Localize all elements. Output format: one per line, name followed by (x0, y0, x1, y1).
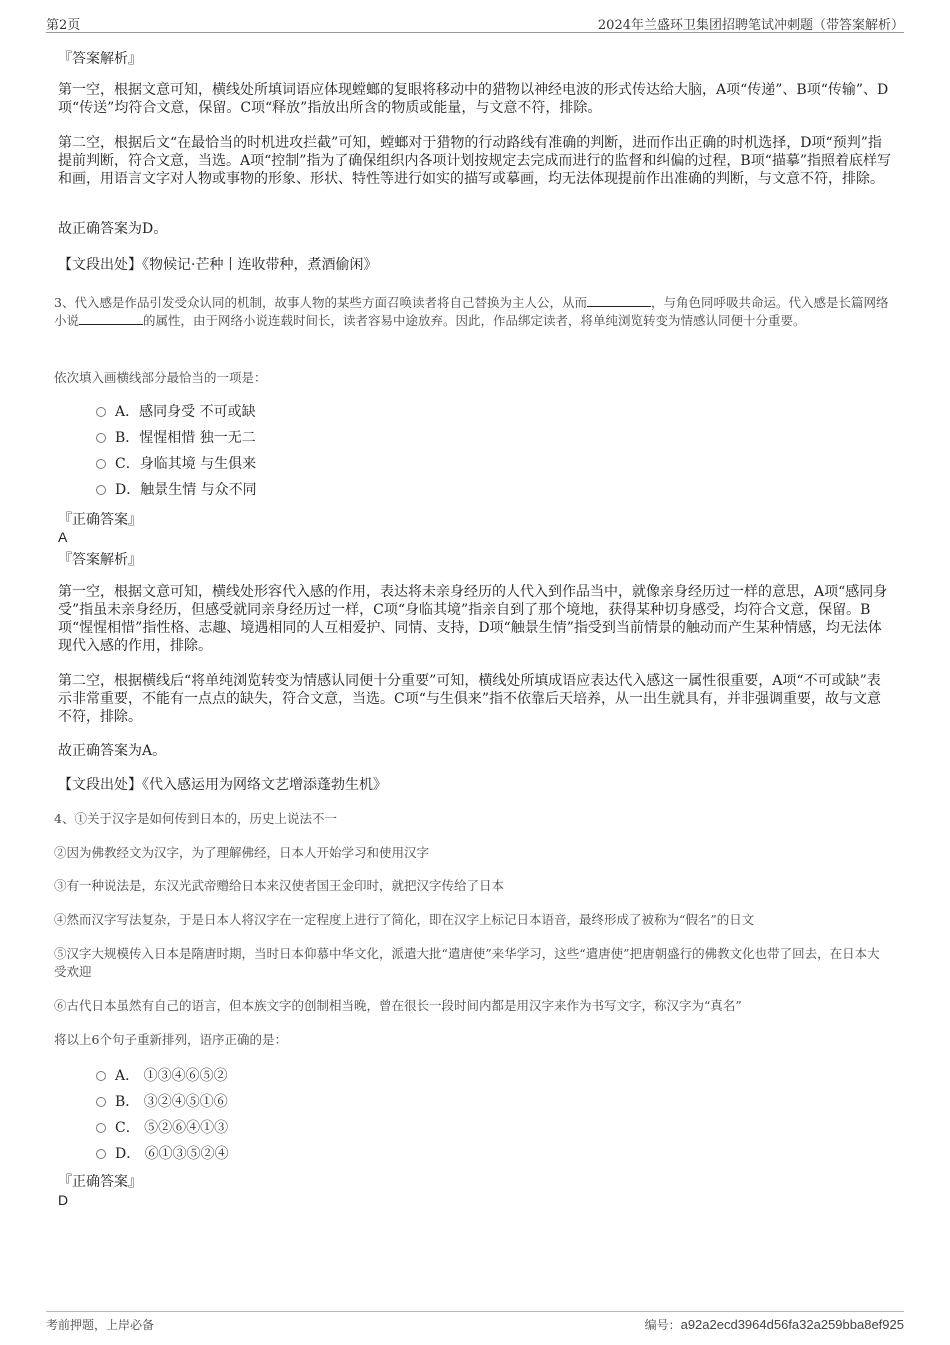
option-d[interactable]: D． ⑥①③⑤②④ (96, 1145, 229, 1163)
radio-icon[interactable] (96, 1097, 106, 1107)
option-c[interactable]: C．身临其境 与生俱来 (96, 455, 256, 473)
question-prompt: 依次填入画横线部分最恰当的一项是： (54, 370, 267, 385)
correct-answer: D (58, 1192, 69, 1208)
page-number: 第2页 (46, 18, 81, 33)
sentence-item: 4、①关于汉字是如何传到日本的，历史上说法不一 (54, 811, 337, 826)
sentence-item: ②因为佛教经文为汉字，为了理解佛经，日本人开始学习和使用汉字 (54, 845, 430, 860)
option-d[interactable]: D．触景生情 与众不同 (96, 481, 257, 499)
document-title: 2024年兰盛环卫集团招聘笔试冲刺题（带答案解析） (597, 18, 904, 33)
document-code: 编号：a92a2ecd3964d56fa32a259bba8ef925 (644, 1317, 904, 1332)
analysis-paragraph: 第二空，根据后文“在最恰当的时机进攻拦截”可知，螳螂对于猎物的行动路线有准确的判断，进而作出正确的时机选择，D项“预判”指提前判断，符合文意，当选。A项“控制”指为了确保组织内各项计划按规定去完成而进行的监督和纠偏的过程，B项“描摹”指照着底样写和画，用语言文字对人物或事物的形象、形状、特性等进行如实的描写或摹画，均无法体现提前作出准确的判断，与文意不符，排除。 (58, 135, 892, 187)
sentence-item: ⑥古代日本虽然有自己的语言，但本族文字的创制相当晚，曾在很长一段时间内都是用汉字来作为书写文字，称汉字为“真名” (54, 998, 742, 1013)
sentence-item: ⑤汉字大规模传入日本是隋唐时期，当时日本仰慕中华文化，派遣大批“遣唐使”来华学习，这些“遣唐使”把唐朝盛行的佛教文化也带了回去，在日本大受欢迎 (54, 946, 880, 979)
correct-answer-label: 『正确答案』 (58, 512, 142, 528)
option-a[interactable]: A． ①③④⑥⑤② (96, 1067, 228, 1085)
radio-icon[interactable] (96, 459, 106, 469)
radio-icon[interactable] (96, 1071, 106, 1081)
sentence-item: ③有一种说法是，东汉光武帝赠给日本来汉使者国王金印时，就把汉字传给了日本 (54, 878, 505, 893)
option-b[interactable]: B． ③②④⑤①⑥ (96, 1093, 228, 1111)
correct-answer: A (58, 529, 68, 545)
option-b[interactable]: B．惺惺相惜 独一无二 (96, 429, 256, 447)
radio-icon[interactable] (96, 433, 106, 443)
correct-answer-label: 『正确答案』 (58, 1174, 142, 1190)
analysis-label: 『答案解析』 (58, 51, 142, 67)
source-citation: 【文段出处】《代入感运用为网络文艺增添蓬勃生机》 (58, 777, 387, 793)
analysis-paragraph: 第二空，根据横线后“将单纯浏览转变为情感认同便十分重要”可知，横线处所填成语应表达代入感这一属性很重要，A项“不可或缺”表示非常重要，不能有一点点的缺失，符合文意，当选。C项“与生俱来”指不依靠后天培养，从一出生就具有，并非强调重要，故与文意不符，排除。 (58, 673, 882, 725)
radio-icon[interactable] (96, 407, 106, 417)
fill-blank (587, 294, 651, 307)
option-a[interactable]: A．感同身受 不可或缺 (96, 403, 256, 421)
footer-slogan: 考前押题，上岸必备 (46, 1318, 155, 1332)
conclusion: 故正确答案为A。 (58, 743, 167, 759)
radio-icon[interactable] (96, 1149, 106, 1159)
page-header (46, 12, 904, 33)
conclusion: 故正确答案为D。 (58, 221, 168, 237)
question-stem: 3、代入感是作品引发受众认同的机制，故事人物的某些方面召唤读者将自己替换为主人公，从而 ，与角色同呼吸共命运。代入感是长篇网络小说 的属性，由于网络小说连载时间长，读者容易中途放弃。因此，作品绑定读者，将单纯浏览转变为情感认同便十分重要。 (54, 295, 889, 328)
analysis-paragraph: 第一空，根据文意可知，横线处形容代入感的作用，表达将未亲身经历的人代入到作品当中，就像亲身经历过一样的意思，A项“感同身受”指虽未亲身经历，但感受就同亲身经历过一样，C项“身临其境”指亲自到了那个境地，获得某种切身感受，均符合文意，保留。B项“惺惺相惜”指性格、志趣、境遇相同的人互相爱护、同情、支持，D项“触景生情”指受到当前情景的触动而产生某种情感，均无法体现代入感的作用，排除。 (58, 584, 888, 654)
page-footer (46, 1311, 904, 1334)
analysis-paragraph: 第一空，根据文意可知，横线处所填词语应体现螳螂的复眼将移动中的猎物以神经电波的形式传达给大脑，A项“传递”、B项“传输”、D项“传送”均符合文意，保留。C项“释放”指放出所含的物质或能量，与文意不符，排除。 (58, 82, 889, 116)
radio-icon[interactable] (96, 485, 106, 495)
question-prompt: 将以上6个句子重新排列，语序正确的是： (54, 1032, 287, 1047)
source-citation: 【文段出处】《物候记·芒种丨连收带种，煮酒偷闲》 (58, 257, 378, 273)
option-c[interactable]: C． ⑤②⑥④①③ (96, 1119, 228, 1137)
sentence-item: ④然而汉字写法复杂，于是日本人将汉字在一定程度上进行了简化，即在汉字上标记日本语音，最终形成了被称为“假名”的日文 (54, 912, 755, 927)
fill-blank (79, 312, 143, 325)
analysis-label: 『答案解析』 (58, 552, 142, 568)
radio-icon[interactable] (96, 1123, 106, 1133)
